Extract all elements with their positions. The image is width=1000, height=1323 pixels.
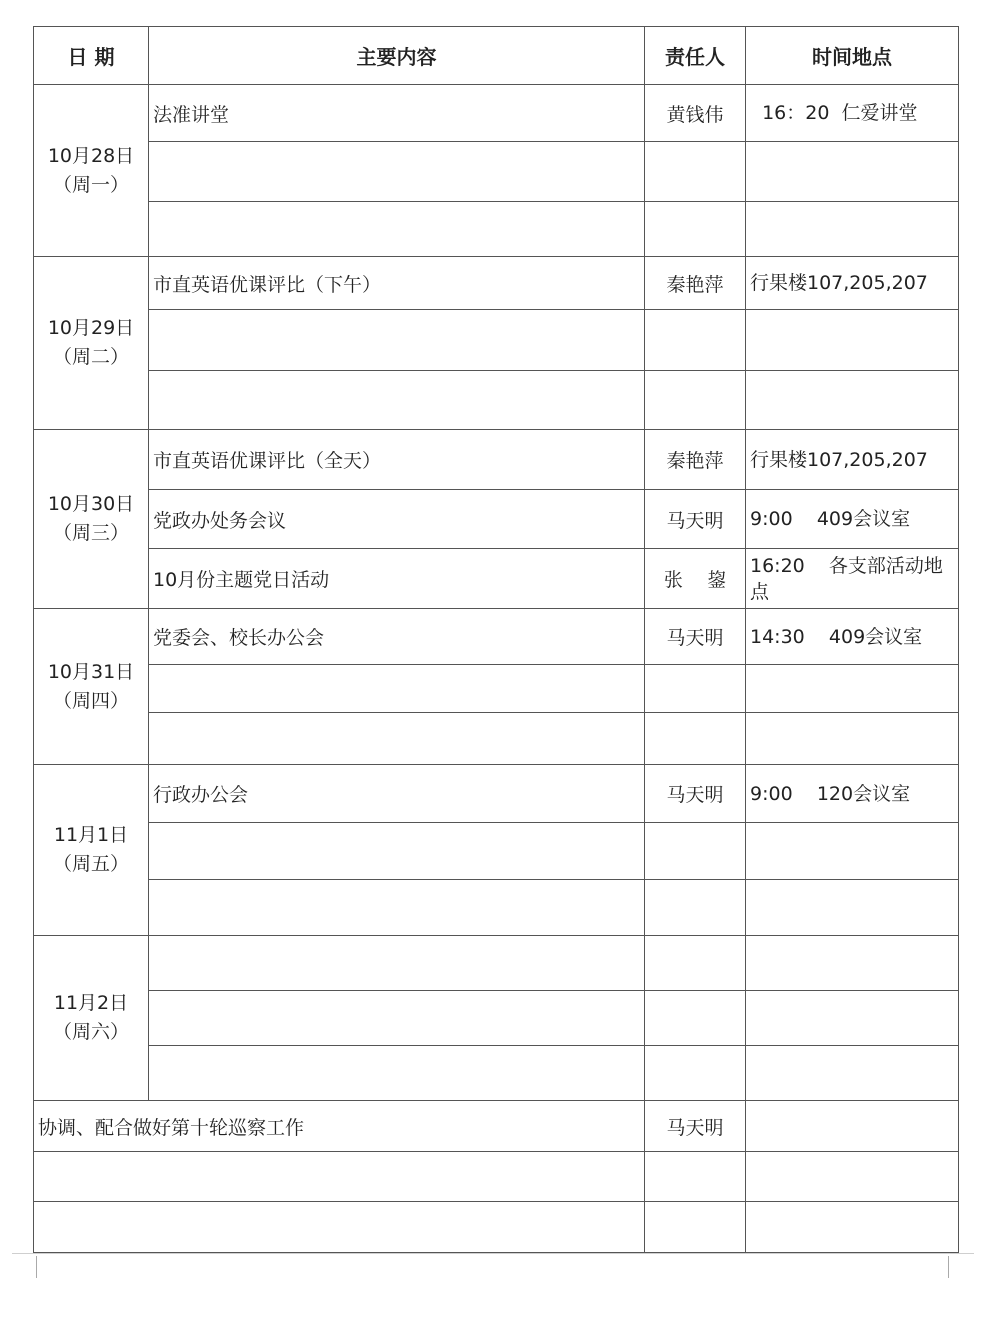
table-row bbox=[34, 713, 959, 765]
date-label: 11月1日 bbox=[53, 824, 129, 846]
responsible-cell: 马天明 bbox=[645, 765, 746, 823]
time-place-cell: 行果楼107,205,207 bbox=[746, 430, 959, 490]
weekday-label: （周一） bbox=[52, 173, 129, 196]
content-cell bbox=[149, 665, 645, 713]
date-label: 11月2日 bbox=[53, 992, 129, 1014]
responsible-cell bbox=[645, 665, 746, 713]
table-row bbox=[34, 991, 959, 1046]
responsible-cell: 马天明 bbox=[645, 609, 746, 665]
content-cell: 协调、配合做好第十轮巡察工作 bbox=[34, 1101, 645, 1152]
content-cell: 法准讲堂 bbox=[149, 85, 645, 142]
responsible-cell bbox=[645, 880, 746, 936]
table-row bbox=[34, 371, 959, 430]
date-cell bbox=[34, 85, 149, 257]
responsible-cell bbox=[645, 991, 746, 1046]
date-label: 10月28日 bbox=[47, 144, 135, 167]
page-bottom-rule bbox=[12, 1253, 974, 1254]
table-row bbox=[34, 823, 959, 880]
content-cell: 行政办公会 bbox=[149, 765, 645, 823]
table-row bbox=[34, 880, 959, 936]
time-place-cell bbox=[746, 823, 959, 880]
date-cell bbox=[34, 936, 149, 1101]
date-label: 10月31日 bbox=[47, 660, 135, 683]
time-place-cell: 行果楼107,205,207 bbox=[746, 257, 959, 310]
time-place-cell bbox=[746, 371, 959, 430]
weekly-schedule-table bbox=[33, 26, 959, 1253]
date-cell bbox=[34, 765, 149, 936]
header-responsible: 责任人 bbox=[645, 27, 746, 85]
responsible-cell: 黄钱伟 bbox=[645, 85, 746, 142]
weekday-label: （周五） bbox=[52, 853, 129, 875]
content-cell bbox=[149, 371, 645, 430]
responsible-cell: 秦艳萍 bbox=[645, 257, 746, 310]
page-corner-mark-left bbox=[36, 1256, 37, 1278]
weekday-label: （周三） bbox=[52, 522, 129, 544]
time-place-cell bbox=[746, 1202, 959, 1253]
table-row bbox=[34, 1101, 959, 1152]
content-cell bbox=[149, 142, 645, 202]
weekday-label: （周四） bbox=[52, 689, 129, 712]
table-row bbox=[34, 1152, 959, 1202]
header-content: 主要内容 bbox=[149, 27, 645, 85]
table-row bbox=[34, 609, 959, 665]
content-cell bbox=[149, 880, 645, 936]
page-corner-mark-right bbox=[948, 1256, 949, 1278]
responsible-cell bbox=[645, 823, 746, 880]
time-place-cell bbox=[746, 1046, 959, 1101]
table-row bbox=[34, 430, 959, 490]
table-row bbox=[34, 310, 959, 371]
content-cell: 市直英语优课评比（下午） bbox=[149, 257, 645, 310]
date-cell bbox=[34, 609, 149, 765]
time-place-cell bbox=[746, 310, 959, 371]
responsible-cell bbox=[645, 142, 746, 202]
responsible-cell bbox=[645, 713, 746, 765]
header-time-place: 时间地点 bbox=[746, 27, 959, 85]
time-place-cell: 16：20 仁爱讲堂 bbox=[746, 85, 959, 142]
responsible-cell: 秦艳萍 bbox=[645, 430, 746, 490]
header-date: 日 期 bbox=[34, 27, 149, 85]
responsible-cell bbox=[645, 1152, 746, 1202]
table-row bbox=[34, 142, 959, 202]
weekday-label: （周六） bbox=[52, 1021, 129, 1043]
content-cell: 党政办处务会议 bbox=[149, 490, 645, 549]
content-cell: 党委会、校长办公会 bbox=[149, 609, 645, 665]
time-place-cell bbox=[746, 665, 959, 713]
responsible-cell bbox=[645, 310, 746, 371]
content-cell bbox=[34, 1152, 645, 1202]
date-cell bbox=[34, 430, 149, 609]
table-row bbox=[34, 936, 959, 991]
table-row bbox=[34, 85, 959, 142]
time-place-cell: 9:00 120会议室 bbox=[746, 765, 959, 823]
time-place-cell bbox=[746, 202, 959, 257]
time-place-cell: 16:20 各支部活动地点 bbox=[746, 549, 959, 609]
responsible-cell: 马天明 bbox=[645, 490, 746, 549]
responsible-cell: 张 鋆 bbox=[645, 549, 746, 609]
responsible-cell bbox=[645, 202, 746, 257]
time-place-cell bbox=[746, 1152, 959, 1202]
table-row bbox=[34, 490, 959, 549]
date-cell bbox=[34, 257, 149, 430]
table-header-row bbox=[34, 27, 959, 85]
content-cell bbox=[149, 936, 645, 991]
table-row bbox=[34, 257, 959, 310]
content-cell bbox=[34, 1202, 645, 1253]
time-place-cell bbox=[746, 713, 959, 765]
table-row bbox=[34, 202, 959, 257]
responsible-cell bbox=[645, 1046, 746, 1101]
responsible-cell bbox=[645, 1202, 746, 1253]
date-label: 10月29日 bbox=[47, 317, 135, 339]
content-cell bbox=[149, 713, 645, 765]
time-place-cell bbox=[746, 142, 959, 202]
content-cell: 10月份主题党日活动 bbox=[149, 549, 645, 609]
time-place-cell bbox=[746, 936, 959, 991]
content-cell: 市直英语优课评比（全天） bbox=[149, 430, 645, 490]
time-place-cell bbox=[746, 1101, 959, 1152]
responsible-cell bbox=[645, 936, 746, 991]
time-place-cell: 14:30 409会议室 bbox=[746, 609, 959, 665]
content-cell bbox=[149, 1046, 645, 1101]
responsible-cell bbox=[645, 371, 746, 430]
table-row bbox=[34, 549, 959, 609]
table-row bbox=[34, 765, 959, 823]
table-row bbox=[34, 1046, 959, 1101]
responsible-cell: 马天明 bbox=[645, 1101, 746, 1152]
time-place-cell bbox=[746, 991, 959, 1046]
table-row bbox=[34, 1202, 959, 1253]
date-label: 10月30日 bbox=[47, 493, 135, 515]
content-cell bbox=[149, 823, 645, 880]
time-place-cell: 9:00 409会议室 bbox=[746, 490, 959, 549]
table-row bbox=[34, 665, 959, 713]
content-cell bbox=[149, 202, 645, 257]
content-cell bbox=[149, 310, 645, 371]
content-cell bbox=[149, 991, 645, 1046]
weekday-label: （周二） bbox=[52, 346, 129, 368]
time-place-cell bbox=[746, 880, 959, 936]
